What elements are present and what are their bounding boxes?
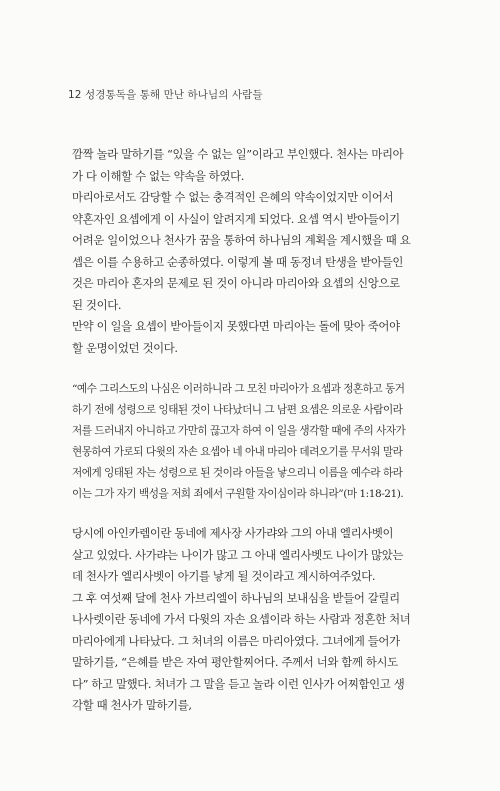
- text-line: 가 다 이해할 수 없는 약속을 하였다.: [72, 168, 245, 183]
- quote-line: 하기 전에 성령으로 잉태된 것이 나타났더니 그 남편 요셉은 의로운 사람이라: [72, 404, 403, 416]
- text-line: 할 운명이었던 것이다.: [72, 340, 178, 355]
- text-line: 나사렛이란 동네에 가서 다윗의 자손 요셉이라 하는 사람과 정혼한 처녀: [72, 612, 411, 626]
- text-line: 마리아로서도 감당할 수 없는 충격적인 은혜의 약속이었지만 이어서: [72, 190, 394, 204]
- text-line: 어려운 일이었으나 천사가 꿈을 통하여 하나님의 계획을 계시했을 때 요: [72, 233, 411, 247]
- paragraph: [72, 144, 444, 187]
- text-line: 마리아에게 나타났다. 그 처녀의 이름은 마리아였다. 그녀에게 들어가: [72, 633, 400, 648]
- text-line: 다” 하고 말했다. 처녀가 그 말을 듣고 놀라 이런 인사가 어찌함인고 생: [72, 676, 405, 691]
- paragraph: [72, 588, 444, 717]
- text-line: 그 후 여섯째 달에 천사 가브리엘이 하나님의 보내심을 받들어 갈릴리: [72, 590, 400, 605]
- text-line: 만약 이 일을 요셉이 받아들이지 못했다면 마리아는 돌에 맞아 죽어야: [72, 319, 400, 333]
- quote-line: 이는 그가 자기 백성을 저희 죄에서 구원할 자이심이라 하니라”(마 1:18-21).: [72, 488, 404, 500]
- paragraph: [72, 523, 444, 588]
- quote-line: “예수 그리스도의 나심은 이러하니라 그 모친 마리아가 요셉과 정혼하고 동거: [72, 383, 405, 395]
- text-line: 데 천사가 엘리사벳이 아기를 낳게 될 것이라고 계시하여주었다.: [72, 569, 376, 583]
- text-line: 된 것이다.: [72, 297, 122, 312]
- quote-line: 현몽하여 가로되 다윗의 자손 요셉아 네 아내 마리아 데려오기를 무서워 말라: [72, 446, 403, 458]
- quote-line: 저를 드러내지 아니하고 가만히 끊고자 하여 이 일을 생각할 때에 주의 사자가: [72, 425, 406, 437]
- text-line: 말하기를, “은혜를 받은 자여 평안할찌어다. 주께서 너와 함께 하시도: [72, 655, 398, 669]
- text-line: 셉은 이를 수용하고 순종하였다. 이렇게 볼 때 동정녀 탄생을 받아들인: [72, 254, 404, 269]
- paragraph: [72, 316, 444, 359]
- text-line: 깜짝 놀라 말하기를 “있을 수 없는 일”이라고 부인했다. 천사는 마리아: [72, 147, 404, 161]
- scripture-quote: [72, 379, 444, 505]
- text-line: 것은 마리아 혼자의 문제로 된 것이 아니라 마리아와 요셉의 신앙으로: [72, 276, 400, 290]
- page-body: [72, 144, 444, 717]
- paragraph: [72, 187, 444, 316]
- running-head: 12 성경통독을 통해 만난 하나님의 사람들: [68, 89, 263, 101]
- text-line: 약혼자인 요셉에게 이 사실이 알려지게 되었다. 요셉 역시 받아들이기: [72, 211, 400, 226]
- spacer: [72, 505, 444, 523]
- text-line: 당시에 아인카렘이란 동네에 제사장 사가랴와 그의 아내 엘리사벳이: [72, 526, 394, 540]
- quote-line: 저에게 잉태된 자는 성령으로 된 것이라 아들을 낳으리니 이름을 예수라 하라: [72, 467, 403, 479]
- text-line: 각할 때 천사가 말하기를,: [72, 698, 192, 712]
- text-line: 살고 있었다. 사가랴는 나이가 많고 그 아내 엘리사벳도 나이가 많았는: [72, 547, 404, 562]
